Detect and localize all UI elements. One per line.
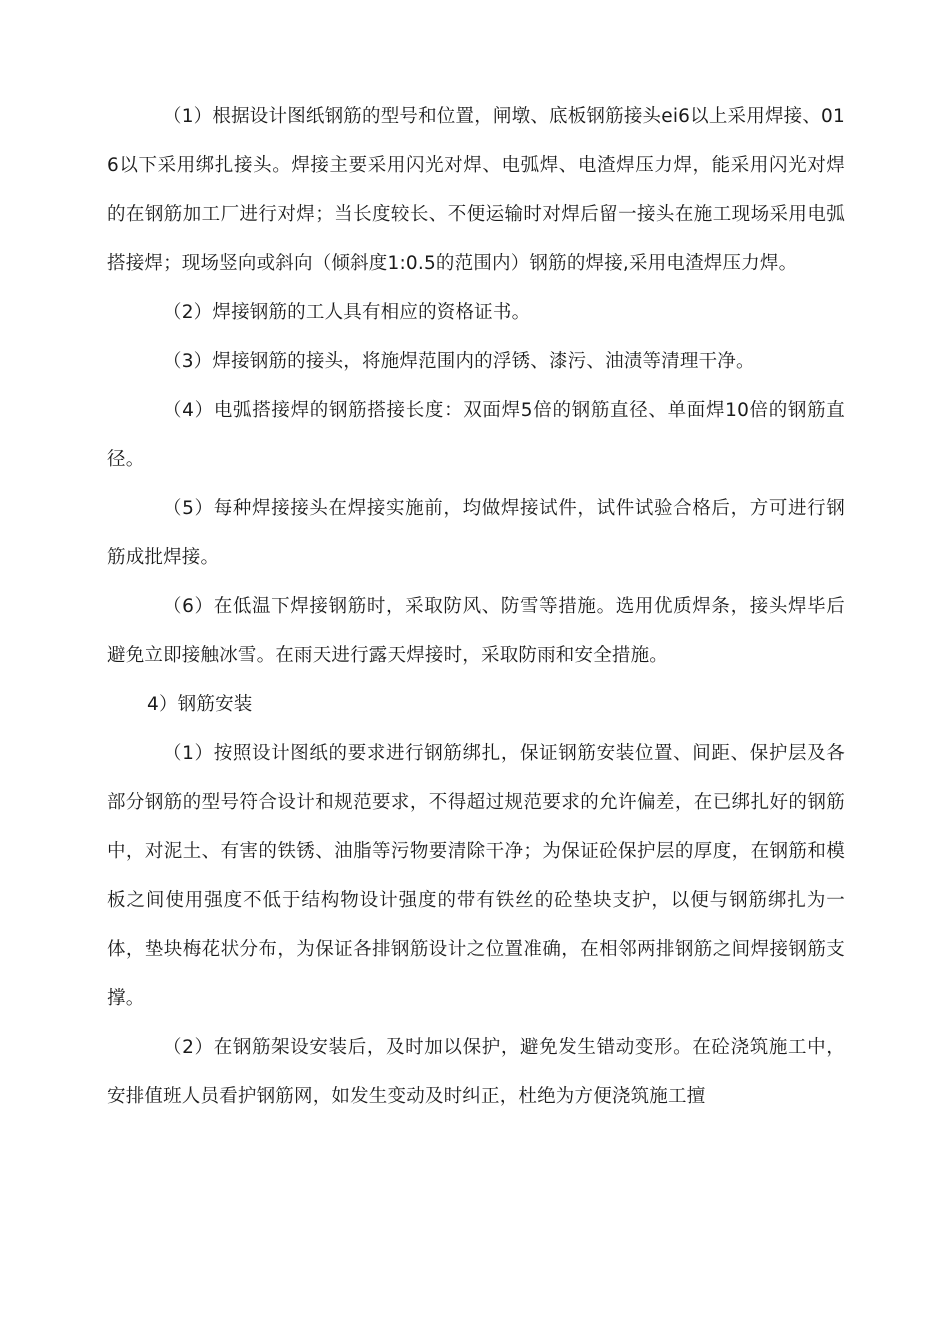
section-heading-rebar-installation: 4）钢筋安装 <box>147 694 253 715</box>
paragraph-rebar-protection: （2）在钢筋架设安装后，及时加以保护，避免发生错动变形。在砼浇筑施工中，安排值班人员看护钢筋网，如发生变动及时纠正，杜绝为方便浇筑施工擅 <box>107 1037 845 1107</box>
paragraph-joint-cleaning: （3）焊接钢筋的接头，将施焊范围内的浮锈、漆污、油渍等清理干净。 <box>163 351 755 372</box>
document-body <box>107 92 845 1121</box>
paragraph-weld-test: （5）每种焊接接头在焊接实施前，均做焊接试件，试件试验合格后，方可进行钢筋成批焊接。 <box>107 498 845 568</box>
paragraph-lap-length: （4）电弧搭接焊的钢筋搭接长度：双面焊5倍的钢筋直径、单面焊10倍的钢筋直径。 <box>107 400 845 470</box>
paragraph-welding-method: （1）根据设计图纸钢筋的型号和位置，闸墩、底板钢筋接头ei6以上采用焊接、016以下采用绑扎接头。焊接主要采用闪光对焊、电弧焊、电渣焊压力焊，能采用闪光对焊的在钢筋加工厂进行对焊；当长度较长、不便运输时对焊后留一接头在施工现场采用电弧搭接焊；现场竖向或斜向（倾斜度1:0.5的范围内）钢筋的焊接,采用电渣焊压力焊。 <box>107 106 845 274</box>
paragraph-rebar-binding: （1）按照设计图纸的要求进行钢筋绑扎，保证钢筋安装位置、间距、保护层及各部分钢筋的型号符合设计和规范要求，不得超过规范要求的允许偏差，在已绑扎好的钢筋中，对泥土、有害的铁锈、油脂等污物要清除干净；为保证砼保护层的厚度，在钢筋和模板之间使用强度不低于结构物设计强度的带有铁丝的砼垫块支护，以便与钢筋绑扎为一体，垫块梅花状分布，为保证各排钢筋设计之位置准确，在相邻两排钢筋之间焊接钢筋支撑。 <box>107 743 845 1009</box>
paragraph-welder-certificate: （2）焊接钢筋的工人具有相应的资格证书。 <box>163 302 531 323</box>
paragraph-low-temperature: （6）在低温下焊接钢筋时，采取防风、防雪等措施。选用优质焊条，接头焊毕后避免立即接触冰雪。在雨天进行露天焊接时，采取防雨和安全措施。 <box>107 596 845 666</box>
